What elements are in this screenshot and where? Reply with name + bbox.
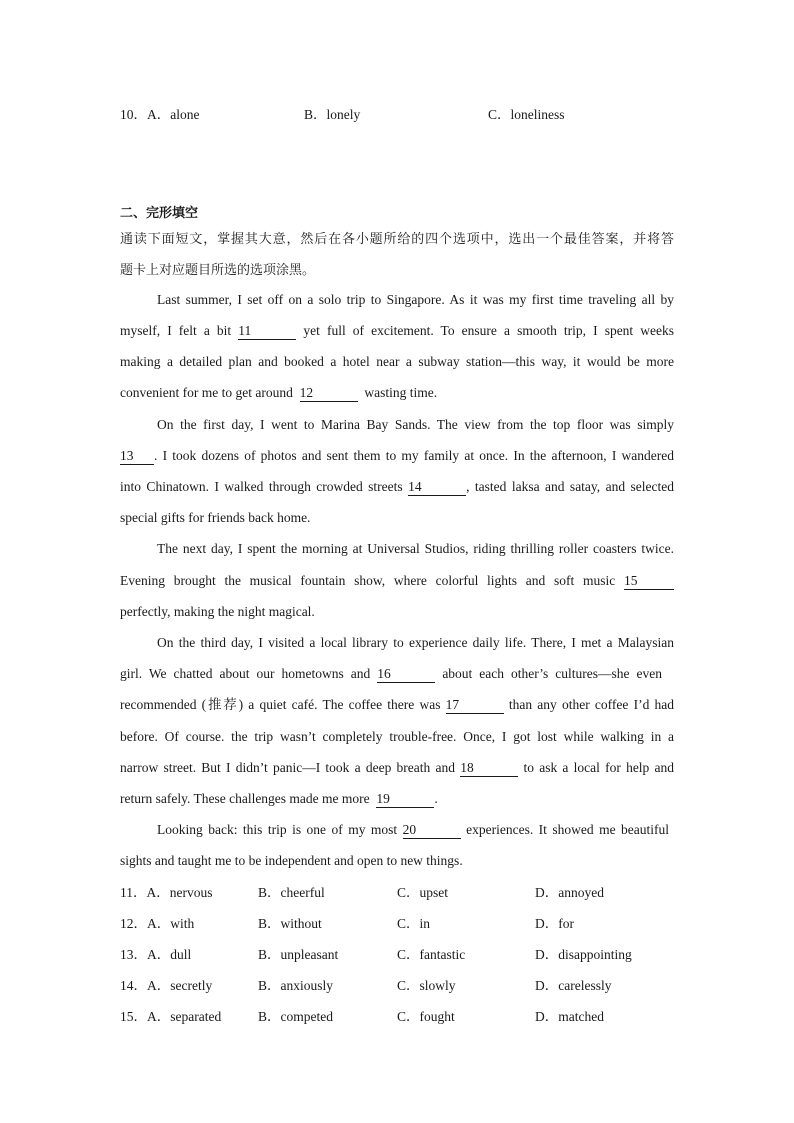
- option-11-a: 11．A．nervous: [120, 885, 213, 900]
- blank-17: 17: [446, 697, 504, 714]
- section-heading: 二、完形填空: [120, 206, 199, 221]
- option-11-c: C．upset: [397, 885, 449, 900]
- blank-14: 14: [408, 479, 466, 496]
- passage-line: sights and taught me to be independent and open to new things.: [120, 853, 463, 868]
- blank-20: 20: [403, 822, 461, 839]
- passage-line: The next day, I spent the morning at Universal Studios, riding thrilling roller coasters twice.: [157, 541, 674, 556]
- passage-line: special gifts for friends back home.: [120, 510, 311, 525]
- blank-15: 15: [624, 573, 674, 590]
- option-13-b: B．unpleasant: [258, 947, 339, 962]
- option-15-d: D．matched: [535, 1009, 604, 1024]
- passage-line: Evening brought the musical fountain show, where colorful lights and soft music 15: [120, 571, 674, 591]
- passage-line: Last summer, I set off on a solo trip to Singapore. As it was my first time traveling all by: [157, 292, 674, 307]
- passage-line: making a detailed plan and booked a hotel near a subway station—this way, it would be more: [120, 354, 674, 369]
- passage-line: On the third day, I visited a local library to experience daily life. There, I met a Malaysian: [157, 635, 674, 650]
- passage-line: return safely. These challenges made me more 19 .: [120, 791, 438, 806]
- passage-line: convenient for me to get around 12 wasting time.: [120, 385, 438, 400]
- section-instructions-line1: 通读下面短文，掌握其大意，然后在各小题所给的四个选项中，选出一个最佳答案，并将答: [120, 232, 674, 247]
- blank-19: 19: [376, 791, 434, 808]
- passage-line: narrow street. But I didn’t panic—I took a deep breath and 18 to ask a local for help and: [120, 760, 675, 775]
- blank-12: 12: [300, 385, 358, 402]
- option-15-a: 15．A．separated: [120, 1009, 222, 1024]
- option-11-d: D．annoyed: [535, 885, 604, 900]
- section-instructions-line2: 题卡上对应题目所选的选项涂黑。: [120, 263, 316, 278]
- passage-line: into Chinatown. I walked through crowded streets 14 , tasted laksa and satay, and selected: [120, 479, 675, 494]
- q10-option-a: 10．A．alone: [120, 107, 200, 122]
- passage-line: On the first day, I went to Marina Bay Sands. The view from the top floor was simply: [157, 417, 674, 432]
- option-12-d: D．for: [535, 916, 574, 931]
- blank-11: 11: [238, 323, 296, 340]
- blank-16: 16: [377, 666, 435, 683]
- passage-line: girl. We chatted about our hometowns and 16 about each other’s cultures—she even: [120, 666, 663, 681]
- passage-line: 13 . I took dozens of photos and sent them to my family at once. In the afternoon, I wandered: [120, 448, 674, 463]
- option-14-d: D．carelessly: [535, 978, 612, 993]
- blank-18: 18: [460, 760, 518, 777]
- option-11-b: B．cheerful: [258, 885, 325, 900]
- option-13-c: C．fantastic: [397, 947, 466, 962]
- option-14-c: C．slowly: [397, 978, 456, 993]
- passage-line: Looking back: this trip is one of my most 20 experiences. It showed me beautiful: [157, 822, 670, 837]
- option-14-a: 14．A．secretly: [120, 978, 213, 993]
- option-13-a: 13．A．dull: [120, 947, 192, 962]
- blank-13: 13: [120, 448, 154, 465]
- passage-line: myself, I felt a bit 11 yet full of excitement. To ensure a smooth trip, I spent weeks: [120, 323, 675, 338]
- option-14-b: B．anxiously: [258, 978, 334, 993]
- option-12-b: B．without: [258, 916, 322, 931]
- passage-line: recommended (推荐) a quiet café. The coffee there was 17 than any other coffee I’d had: [120, 697, 675, 712]
- passage-line: before. Of course. the trip wasn’t completely trouble-free. Once, I got lost while walking in a: [120, 729, 674, 744]
- option-12-c: C．in: [397, 916, 431, 931]
- option-12-a: 12．A．with: [120, 916, 195, 931]
- passage-line: perfectly, making the night magical.: [120, 604, 315, 619]
- q10-option-b: B．lonely: [304, 107, 361, 122]
- option-15-b: B．competed: [258, 1009, 333, 1024]
- q10-option-c: C．loneliness: [488, 107, 565, 122]
- option-13-d: D．disappointing: [535, 947, 632, 962]
- option-15-c: C．fought: [397, 1009, 455, 1024]
